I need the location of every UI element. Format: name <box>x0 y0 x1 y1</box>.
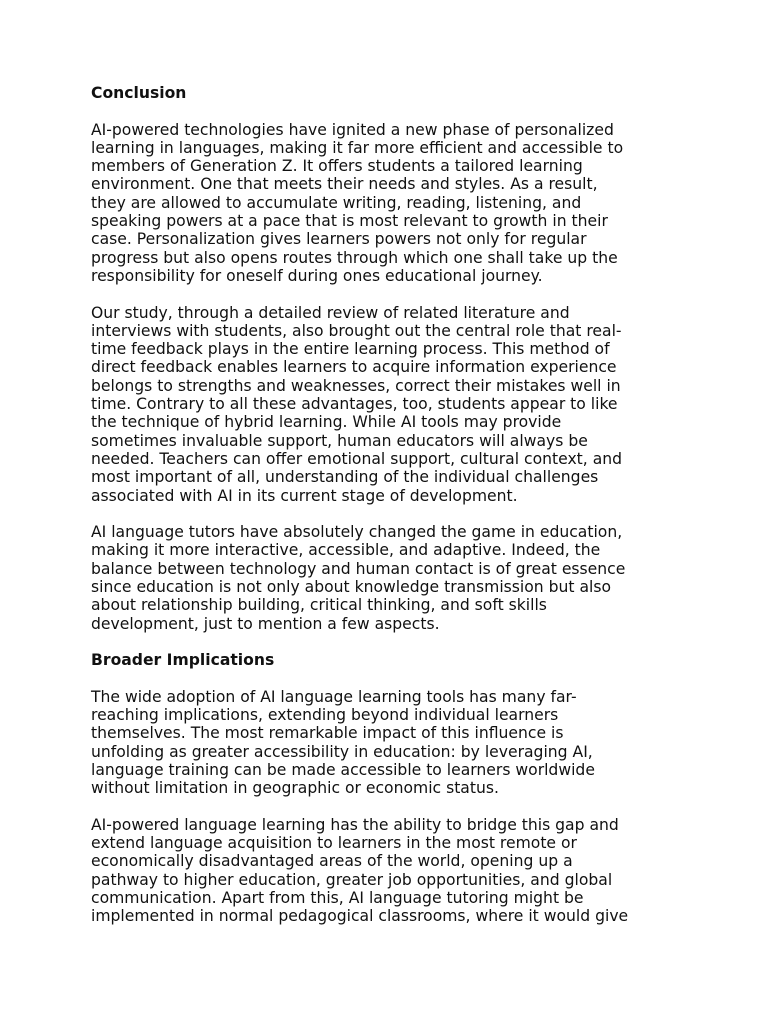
text-line: environment. One that meets their needs and styles. As a result, <box>91 175 598 194</box>
text-line: communication. Apart from this, AI language tutoring might be <box>91 889 584 908</box>
text-line: time. Contrary to all these advantages, too, students appear to like <box>91 395 618 414</box>
text-line: they are allowed to accumulate writing, reading, listening, and <box>91 193 582 212</box>
text-line: The wide adoption of AI language learning tools has many far- <box>91 687 577 706</box>
text-line: direct feedback enables learners to acquire information experience <box>91 358 617 377</box>
section-broader-implications <box>91 651 681 925</box>
section-conclusion <box>91 84 681 633</box>
text-line: the technique of hybrid learning. While AI tools may provide <box>91 413 562 432</box>
text-line: extend language acquisition to learners in the most remote or <box>91 834 577 853</box>
text-line: themselves. The most remarkable impact of this influence is <box>91 724 564 743</box>
text-line: progress but also opens routes through which one shall take up the <box>91 248 618 267</box>
text-line: development, just to mention a few aspects. <box>91 614 440 633</box>
text-line: belongs to strengths and weaknesses, correct their mistakes well in <box>91 376 621 395</box>
text-line: interviews with students, also brought out the central role that real- <box>91 321 622 340</box>
section-heading-conclusion: Conclusion <box>91 84 187 102</box>
text-line: unfolding as greater accessibility in education: by leveraging AI, <box>91 742 593 761</box>
text-line: economically disadvantaged areas of the world, opening up a <box>91 852 573 871</box>
text-line: needed. Teachers can offer emotional support, cultural context, and <box>91 449 623 468</box>
text-line: implemented in normal pedagogical classrooms, where it would give <box>91 907 629 926</box>
paragraph-conclusion-1 <box>91 121 681 286</box>
text-line: associated with AI in its current stage of development. <box>91 486 518 505</box>
text-line: responsibility for oneself during ones educational journey. <box>91 266 543 285</box>
text-line: AI-powered language learning has the ability to bridge this gap and <box>91 815 619 834</box>
paragraph-implications-2 <box>91 816 681 926</box>
text-line: balance between technology and human contact is of great essence <box>91 559 626 578</box>
text-line: members of Generation Z. It offers students a tailored learning <box>91 157 583 176</box>
text-line: Our study, through a detailed review of related literature and <box>91 303 570 322</box>
paragraph-conclusion-2 <box>91 304 681 505</box>
text-line: reaching implications, extending beyond individual learners <box>91 706 559 725</box>
text-line: since education is not only about knowledge transmission but also <box>91 578 612 597</box>
document-page <box>91 84 681 944</box>
text-line: speaking powers at a pace that is most relevant to growth in their <box>91 212 608 231</box>
text-line: about relationship building, critical thinking, and soft skills <box>91 596 547 615</box>
text-line: learning in languages, making it far more efficient and accessible to <box>91 138 624 157</box>
text-line: case. Personalization gives learners powers not only for regular <box>91 230 587 249</box>
paragraph-implications-1 <box>91 688 681 798</box>
section-heading-broader-implications: Broader Implications <box>91 651 275 670</box>
text-line: sometimes invaluable support, human educators will always be <box>91 431 588 450</box>
text-line: without limitation in geographic or economic status. <box>91 779 499 798</box>
paragraph-conclusion-3 <box>91 523 681 633</box>
text-line: pathway to higher education, greater job opportunities, and global <box>91 870 613 889</box>
text-line: language training can be made accessible to learners worldwide <box>91 760 595 779</box>
text-line: AI language tutors have absolutely changed the game in education, <box>91 523 623 542</box>
text-line: AI-powered technologies have ignited a new phase of personalized <box>91 120 614 139</box>
text-line: most important of all, understanding of the individual challenges <box>91 468 599 487</box>
text-line: making it more interactive, accessible, and adaptive. Indeed, the <box>91 541 601 560</box>
text-line: time feedback plays in the entire learning process. This method of <box>91 340 610 359</box>
